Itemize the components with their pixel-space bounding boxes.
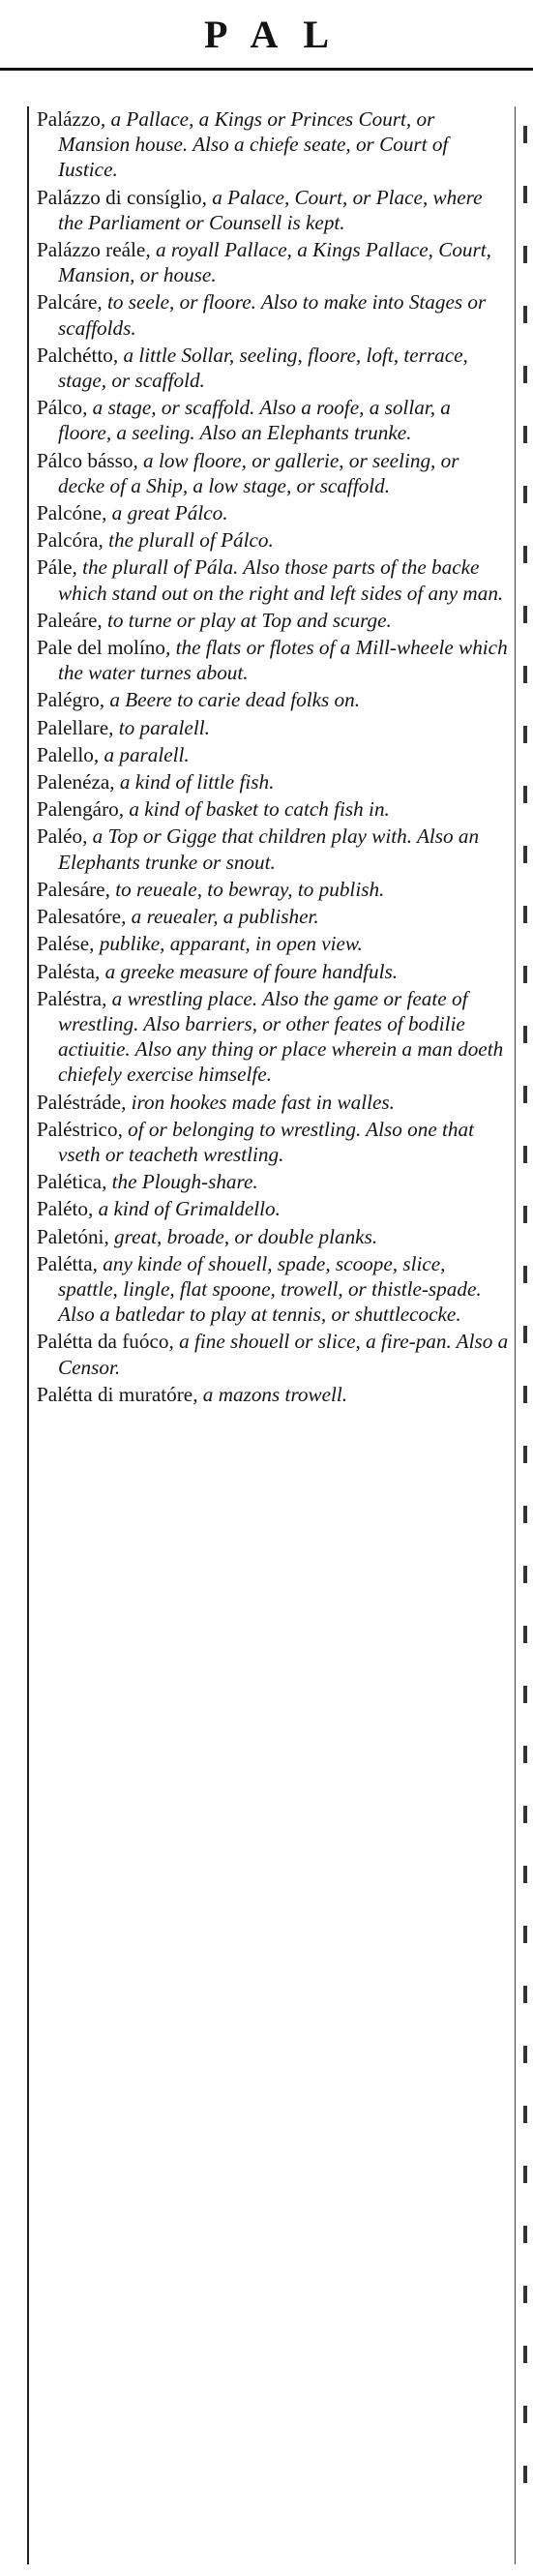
entry-definition: , a great Pálco. <box>102 501 228 525</box>
margin-tick <box>523 546 527 563</box>
dictionary-entry <box>35 1196 509 1221</box>
dictionary-entry <box>35 877 509 902</box>
entry-definition: , a greeke measure of foure handfuls. <box>95 959 399 983</box>
entry-headword: Palenéza <box>37 770 110 794</box>
margin-tick <box>523 726 527 743</box>
entry-headword: Paletóni <box>37 1224 104 1248</box>
entry-definition: , a kind of basket to catch fish in. <box>118 797 390 822</box>
entry-headword: Palégro <box>37 688 100 712</box>
dictionary-entry <box>35 1117 509 1167</box>
dictionary-entry <box>35 500 509 525</box>
margin-tick <box>523 906 527 923</box>
entry-headword: Paléto <box>37 1197 88 1221</box>
dictionary-entry <box>35 796 509 822</box>
entry-headword: Palengáro <box>37 797 119 822</box>
margin-tick <box>523 2046 527 2063</box>
margin-tick <box>523 606 527 623</box>
margin-tick <box>523 1866 527 1883</box>
entry-headword: Palétta <box>37 1251 93 1275</box>
entry-definition: , a Pallace, a Kings or Princes Court, or Mansion house. Also a chiefe seate, or Court of Iustice. <box>58 107 449 182</box>
entry-definition: , iron hookes made fast in walles. <box>121 1090 395 1114</box>
dictionary-entry <box>35 1382 509 1407</box>
entry-headword: Pále <box>37 555 73 580</box>
margin-tick <box>523 366 527 383</box>
entry-headword: Palázzo reále <box>37 238 146 262</box>
entry-headword: Paléstráde <box>37 1090 122 1114</box>
dictionary-entry <box>35 448 509 498</box>
margin-tick <box>523 486 527 503</box>
margin-tick <box>523 306 527 323</box>
entry-headword: Pale del molíno <box>37 636 165 660</box>
margin-tick <box>523 426 527 443</box>
margin-tick <box>523 1926 527 1943</box>
margin-tick <box>523 186 527 203</box>
margin-tick <box>523 1206 527 1223</box>
dictionary-entry <box>35 185 509 235</box>
entry-headword: Palázzo di consíglio <box>37 185 202 209</box>
margin-tick <box>523 666 527 683</box>
dictionary-entry <box>35 824 509 874</box>
entry-definition: , a royall Pallace, a Kings Pallace, Court, Mansion, or house. <box>58 238 491 287</box>
dictionary-entry <box>35 635 509 685</box>
dictionary-entry <box>35 769 509 794</box>
entry-definition: , a stage, or scaffold. Also a roofe, a sollar, a floore, a seeling. Also an Elephants trunke. <box>58 396 451 445</box>
entry-definition: , a Beere to carie dead folks on. <box>99 688 361 712</box>
dictionary-entry <box>35 1090 509 1115</box>
entry-list <box>29 106 515 1407</box>
margin-tick <box>523 1686 527 1703</box>
margin-tick <box>523 2226 527 2243</box>
entry-headword: Palétta di muratóre <box>37 1382 193 1406</box>
margin-tick <box>523 2166 527 2183</box>
margin-tick <box>523 786 527 803</box>
margin-tick <box>523 2106 527 2123</box>
entry-definition: , a low floore, or gallerie, or seeling, or decke of a Ship, a low stage, or scaffold. <box>58 448 459 497</box>
dictionary-entry <box>35 1169 509 1194</box>
entry-definition: , to turne or play at Top and scurge. <box>97 608 392 632</box>
dictionary-entry <box>35 608 509 633</box>
entry-definition: , a kind of little fish. <box>109 770 275 794</box>
margin-tick <box>523 1146 527 1163</box>
entry-definition: , publike, apparant, in open view. <box>89 932 363 956</box>
margin-tick <box>523 1626 527 1643</box>
entry-headword: Palesatóre <box>37 905 122 929</box>
margin-tick <box>523 2346 527 2363</box>
margin-tick <box>523 1326 527 1343</box>
entry-headword: Paléstra <box>37 986 103 1010</box>
entry-headword: Palcóra <box>37 528 99 553</box>
entry-definition: , to seele, or floore. Also to make into Stages or scaffolds. <box>58 290 487 340</box>
margin-ticks <box>519 126 527 2526</box>
dictionary-entry <box>35 554 509 605</box>
entry-headword: Paléstrico <box>37 1117 118 1141</box>
margin-tick <box>523 1806 527 1823</box>
entry-definition: , to reueale, to bewray, to publish. <box>104 877 385 901</box>
margin-tick <box>523 1086 527 1103</box>
entry-definition: , to paralell. <box>108 715 210 739</box>
entry-definition: , a Top or Gigge that children play with. Also an Elephants trunke or snout. <box>58 824 480 874</box>
entry-headword: Palesáre <box>37 877 105 901</box>
dictionary-entry <box>35 1251 509 1328</box>
margin-tick <box>523 1446 527 1463</box>
dictionary-entry <box>35 715 509 740</box>
entry-headword: Palcáre <box>37 290 98 315</box>
margin-tick <box>523 2286 527 2303</box>
entry-definition: , a mazons trowell. <box>192 1382 348 1406</box>
entry-headword: Pálco básso <box>37 448 133 472</box>
entry-headword: Palázzo <box>37 107 101 131</box>
dictionary-entry <box>35 237 509 287</box>
margin-tick <box>523 846 527 863</box>
entry-headword: Palésta <box>37 959 96 983</box>
entry-definition: , of or belonging to wrestling. Also one that vseth or teacheth wrestling. <box>58 1117 474 1166</box>
entry-headword: Palétta da fuóco <box>37 1330 169 1354</box>
margin-tick <box>523 1986 527 2003</box>
dictionary-entry <box>35 1224 509 1249</box>
margin-tick <box>523 246 527 263</box>
dictionary-entry <box>35 742 509 767</box>
entry-headword: Paleáre <box>37 608 98 632</box>
dictionary-entry <box>35 687 509 712</box>
entry-definition: , a paralell. <box>93 742 190 766</box>
entry-definition: , a wrestling place. Also the game or feate of wrestling. Also barriers, or other feates of bodilie actiuitie. Also any thing or place wherein a man doeth chiefely exercise himselfe. <box>58 986 504 1087</box>
entry-definition: , the plurall of Pála. Also those parts of the backe which stand out on the right and left sides of any man. <box>58 555 504 605</box>
margin-tick <box>523 2466 527 2483</box>
margin-tick <box>523 1746 527 1763</box>
entry-definition: , a Palace, Court, or Place, where the Parliament or Counsell is kept. <box>58 185 483 234</box>
dictionary-entry <box>35 527 509 553</box>
entry-definition: , a fine shouell or slice, a fire-pan. Also a Censor. <box>58 1330 509 1379</box>
entry-definition: , great, broade, or double planks. <box>104 1224 378 1248</box>
entry-headword: Pálco <box>37 396 83 420</box>
dictionary-entry <box>35 343 509 393</box>
entry-definition: , the Plough-share. <box>102 1170 258 1194</box>
dictionary-entry <box>35 931 509 956</box>
entry-definition: , a reuealer, a publisher. <box>121 905 319 929</box>
entry-definition: , any kinde of shouell, spade, scoope, slice, spattle, lingle, flat spoone, trowell, or thistle-spade. Also a batledar to play at tennis, or shuttlecocke. <box>58 1251 482 1327</box>
entry-headword: Palética <box>37 1170 103 1194</box>
margin-tick <box>523 2406 527 2423</box>
dictionary-entry <box>35 289 509 340</box>
margin-tick <box>523 966 527 983</box>
entry-headword: Paléo <box>37 824 83 849</box>
dictionary-entry <box>35 986 509 1088</box>
entry-headword: Palése <box>37 932 90 956</box>
dictionary-entry <box>35 106 509 183</box>
entry-headword: Palcóne <box>37 501 103 525</box>
entry-definition: , a kind of Grimaldello. <box>87 1197 281 1221</box>
margin-tick <box>523 1266 527 1283</box>
entry-definition: , the flats or flotes of a Mill-wheele which the water turnes about. <box>58 636 508 685</box>
margin-tick <box>523 1566 527 1583</box>
margin-tick <box>523 1506 527 1523</box>
entry-definition: , the plurall of Pálco. <box>98 528 274 553</box>
dictionary-column <box>27 106 516 2564</box>
dictionary-entry <box>35 1329 509 1379</box>
entry-definition: , a little Sollar, seeling, floore, loft, terrace, stage, or scaffold. <box>58 343 468 393</box>
entry-headword: Palchétto <box>37 343 113 367</box>
margin-tick <box>523 126 527 143</box>
dictionary-entry <box>35 959 509 984</box>
margin-tick <box>523 1386 527 1403</box>
margin-tick <box>523 1026 527 1043</box>
entry-headword: Palellare <box>37 715 109 739</box>
page-header <box>0 0 533 71</box>
dictionary-entry <box>35 395 509 445</box>
entry-headword: Palello <box>37 742 94 766</box>
dictionary-entry <box>35 904 509 929</box>
page-title: PAL <box>203 12 355 56</box>
